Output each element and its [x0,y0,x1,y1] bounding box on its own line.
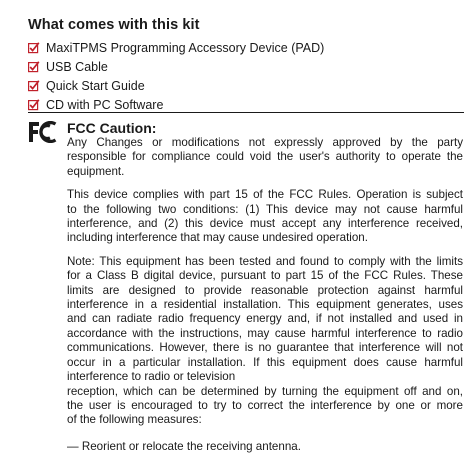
text-line: for a Class B digital device, pursuant to part 15 of the FCC Rules. These [67,269,463,283]
fcc-paragraph-changes [67,136,463,179]
text-line: communications. However, there is no guarantee that interference will not [67,341,463,355]
red-checkbox-icon [28,42,40,54]
text-line: This device complies with part 15 of the FCC Rules. Operation is subject [67,188,463,202]
fcc-paragraph-note [67,255,463,428]
text-line: including interference that may cause undesired operation. [67,231,368,245]
kit-item-pad [28,38,324,57]
text-line: equipment. [67,164,125,178]
text-line: and can radiate radio frequency energy and, if not installed and used in [67,312,463,326]
text-line: Note: This equipment has been tested and found to comply with the limits [67,254,463,268]
kit-title: What comes with this kit [28,17,200,33]
kit-item-label: MaxiTPMS Programming Accessory Device (PAD) [46,40,325,55]
kit-list [28,38,324,114]
kit-item-label: Quick Start Guide [46,78,145,93]
fcc-logo-icon [28,121,58,143]
text-line: the user is encouraged to try to correct the interference by one or more [67,398,463,412]
section-divider [28,112,464,113]
text-line: interference, and (2) this device must accept any interference received, [67,217,463,231]
red-checkbox-icon [28,80,40,92]
text-line: limits are designed to provide reasonable protection against harmful [67,283,463,297]
text-line: occur in a particular installation. If this equipment does cause harmful [67,355,463,369]
fcc-body [67,136,463,463]
text-line: responsible for compliance could void the user's authority to operate the [67,150,463,164]
red-checkbox-icon [28,99,40,111]
text-line: Any Changes or modifications not expressly approved by the party [67,136,463,149]
text-line: — Reorient or relocate the receiving antenna. [67,439,301,453]
red-checkbox-icon [28,61,40,73]
text-line: accordance with the instructions, may cause harmful interference to radio [67,326,463,340]
kit-item-label: CD with PC Software [46,97,164,112]
text-line: interference to radio or television [67,370,236,384]
text-line: interference in a residential installation. This equipment generates, uses [67,298,463,312]
kit-item-label: USB Cable [46,59,108,74]
fcc-measure-item [67,440,463,454]
text-line: to the following two conditions: (1) This device may not cause harmful [67,202,463,216]
text-line: of the following measures: [67,413,202,427]
fcc-paragraph-compliance [67,188,463,246]
kit-item-quick-start-guide [28,76,324,95]
fcc-heading: FCC Caution: [67,120,157,136]
kit-item-usb-cable [28,57,324,76]
text-line: reception, which can be determined by turning the equipment off and on, [67,384,463,398]
